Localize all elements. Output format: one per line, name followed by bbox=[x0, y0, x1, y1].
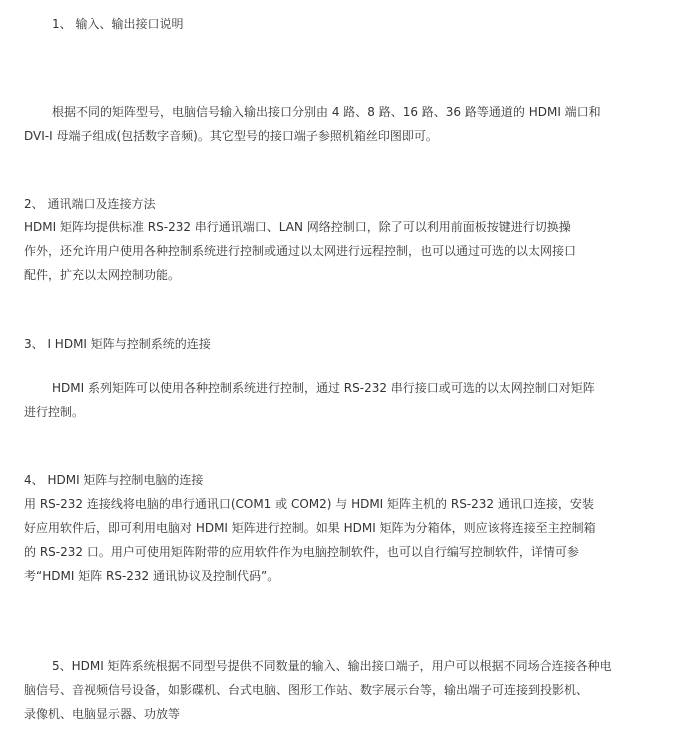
section-5-paragraph-line: 脑信号、音视频信号设备，如影碟机、台式电脑、图形工作站、数字展示台等，输出端子可连接到投影机、 bbox=[24, 683, 589, 697]
section-2-paragraph-line: HDMI 矩阵均提供标准 RS-232 串行通讯端口、LAN 网络控制口，除了可以利用前面板按键进行切换操 bbox=[24, 220, 571, 234]
section-4-paragraph-line: 考“HDMI 矩阵 RS-232 通讯协议及控制代码”。 bbox=[24, 569, 280, 583]
section-3-heading: 3、 I HDMI 矩阵与控制系统的连接 bbox=[24, 337, 211, 351]
section-3-paragraph-line: HDMI 系列矩阵可以使用各种控制系统进行控制，通过 RS-232 串行接口或可选的以太网控制口对矩阵 bbox=[52, 381, 595, 395]
section-1-paragraph-line: 根据不同的矩阵型号，电脑信号输入输出接口分别由 4 路、8 路、16 路、36 路等通道的 HDMI 端口和 bbox=[52, 105, 601, 119]
section-2-paragraph-line: 配件，扩充以太网控制功能。 bbox=[24, 268, 181, 282]
section-3-paragraph-line: 进行控制。 bbox=[24, 405, 85, 419]
section-1-heading: 1、 输入、输出接口说明 bbox=[52, 17, 184, 31]
section-4-paragraph-line: 好应用软件后，即可利用电脑对 HDMI 矩阵进行控制。如果 HDMI 矩阵为分箱体，则应该将连接至主控制箱 bbox=[24, 521, 596, 535]
section-1-paragraph-line: DVI-I 母端子组成(包括数字音频)。其它型号的接口端子参照机箱丝印图即可。 bbox=[24, 129, 438, 143]
section-4-paragraph-line: 用 RS-232 连接线将电脑的串行通讯口(COM1 或 COM2) 与 HDMI 矩阵主机的 RS-232 通讯口连接，安装 bbox=[24, 497, 594, 511]
section-5-paragraph-line: 录像机、电脑显示器、功放等 bbox=[24, 707, 181, 721]
section-5-paragraph-line: 5、HDMI 矩阵系统根据不同型号提供不同数量的输入、输出接口端子，用户可以根据不同场合连接各种电 bbox=[52, 659, 612, 673]
section-2-paragraph-line: 作外，还允许用户使用各种控制系统进行控制或通过以太网进行远程控制，也可以通过可选的以太网接口 bbox=[24, 244, 577, 258]
section-4-heading: 4、 HDMI 矩阵与控制电脑的连接 bbox=[24, 473, 204, 487]
section-4-paragraph-line: 的 RS-232 口。用户可使用矩阵附带的应用软件作为电脑控制软件，也可以自行编写控制软件，详情可参 bbox=[24, 545, 579, 559]
section-2-heading: 2、 通讯端口及连接方法 bbox=[24, 197, 156, 211]
